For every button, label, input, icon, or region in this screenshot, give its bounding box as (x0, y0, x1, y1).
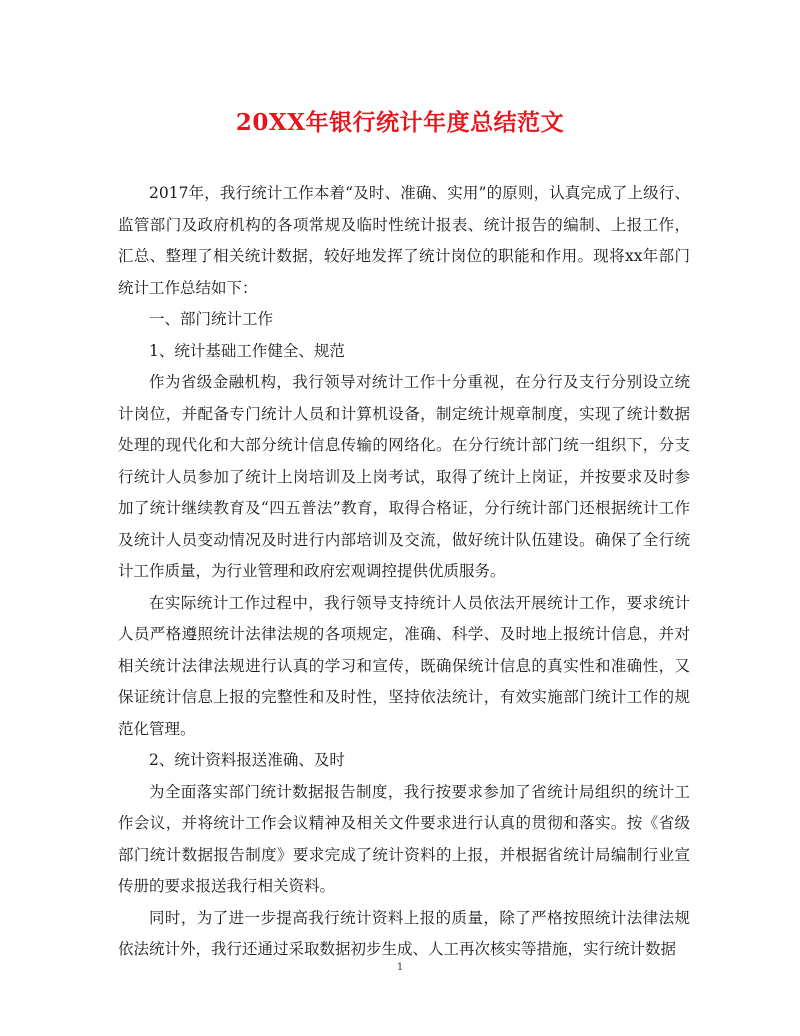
paragraph: 作为省级金融机构，我行领导对统计工作十分重视，在分行及支行分别设立统计岗位，并配备专门统计人员和计算机设备，制定统计规章制度，实现了统计数据处理的现代化和大部分统计信息传输的网络化。在分行统计部门统一组织下，分支行统计人员参加了统计上岗培训及上岗考试，取得了统计上岗证，并按要求及时参加了统计继续教育及“四五普法”教育，取得合格证，分行统计部门还根据统计工作及统计人员变动情况及时进行内部培训及交流，做好统计队伍建设。确保了全行统计工作质量，为行业管理和政府宏观调控提供优质服务。 (118, 373, 690, 580)
document-body (118, 178, 690, 966)
paragraph: 为全面落实部门统计数据报告制度，我行按要求参加了省统计局组织的统计工作会议，并将统计工作会议精神及相关文件要求进行认真的贯彻和落实。按《省级部门统计数据报告制度》要求完成了统计资料的上报，并根据省统计局编制行业宣传册的要求报送我行相关资料。 (118, 782, 690, 895)
page-number: 1 (396, 962, 404, 973)
paragraph: 在实际统计工作过程中，我行领导支持统计人员依法开展统计工作，要求统计人员严格遵照统计法律法规的各项规定，准确、科学、及时地上报统计信息，并对相关统计法律法规进行认真的学习和宣传，既确保统计信息的真实性和准确性，又保证统计信息上报的完整性和及时性，坚持依法统计，有效实施部门统计工作的规范化管理。 (118, 593, 690, 738)
subsection-heading: 2、统计资料报送准确、及时 (149, 751, 345, 769)
paragraph: 同时，为了进一步提高我行统计资料上报的质量，除了严格按照统计法律法规依法统计外，我行还通过采取数据初步生成、人工再次核实等措施，实行统计数据 (118, 908, 690, 958)
subsection-heading: 1、统计基础工作健全、规范 (149, 341, 345, 360)
paragraph-intro: 2017年，我行统计工作本着“及时、准确、实用”的原则，认真完成了上级行、监管部门及政府机构的各项常规及临时性统计报表、统计报告的编制、上报工作，汇总、整理了相关统计数据，较好地发挥了统计岗位的职能和作用。现将xx年部门统计工作总结如下： (118, 184, 690, 297)
document-title: 20XX年银行统计年度总结范文 (235, 109, 565, 136)
section-heading: 一、部门统计工作 (149, 310, 274, 328)
